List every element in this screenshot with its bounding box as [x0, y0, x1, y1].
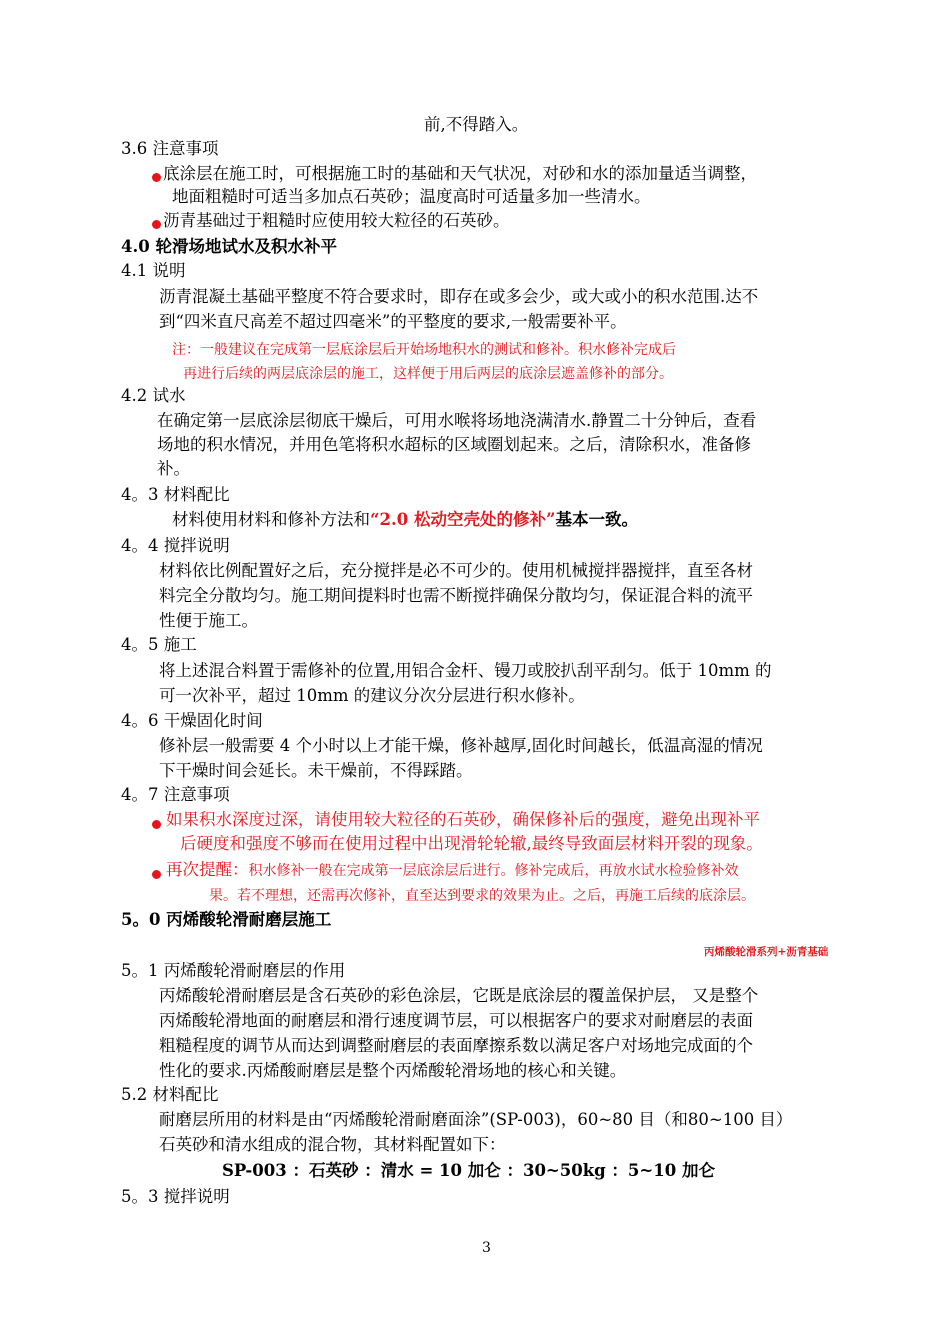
series-tag: 丙烯酸轮滑系列+沥青基础	[704, 946, 829, 958]
reminder-label: 再次提醒：	[166, 860, 249, 879]
paragraph-line	[172, 509, 638, 531]
bullet-icon	[152, 220, 161, 229]
paragraph-line: 到“四米直尺高差不超过四毫米”的平整度的要求,一般需要补平。	[159, 312, 627, 331]
note-line: 再进行后续的两层底涂层的施工，这样便于用后两层的底涂层遮盖修补的部分。	[183, 366, 673, 382]
section-5-2-heading: 5.2 材料配比	[121, 1085, 219, 1104]
paragraph-line: 耐磨层所用的材料是由“丙烯酸轮滑耐磨面涂”(SP-003)，60~80 目（和80~100 目）	[159, 1110, 793, 1129]
paragraph-line: 底涂层在施工时，可根据施工时的基础和天气状况，对砂和水的添加量适当调整，	[163, 164, 757, 183]
paragraph-line: 地面粗糙时可适当多加点石英砂；温度高时可适量多加一些清水。	[172, 187, 651, 206]
section-5-1-heading: 5。1 丙烯酸轮滑耐磨层的作用	[121, 961, 346, 980]
section-4-7-heading: 4。7 注意事项	[121, 785, 230, 804]
bullet-icon	[152, 870, 161, 879]
paragraph-line: 粗糙程度的调节从而达到调整耐磨层的表面摩擦系数以满足客户对场地完成面的个	[159, 1036, 753, 1055]
page-number: 3	[482, 1240, 491, 1256]
section-4-2-heading: 4.2 试水	[121, 386, 186, 405]
section-3-6-heading: 3.6 注意事项	[121, 139, 219, 158]
reminder-line: 果。若不理想，还需再次修补，直至达到要求的效果为止。之后，再施工后续的底涂层。	[209, 888, 755, 904]
section-4-6-heading: 4。6 干燥固化时间	[121, 711, 263, 730]
paragraph-line: 下干燥时间会延长。未干燥前，不得踩踏。	[159, 761, 473, 780]
paragraph-line: 补。	[157, 459, 190, 478]
paragraph-line: 丙烯酸轮滑耐磨层是含石英砂的彩色涂层，它既是底涂层的覆盖保护层， 又是整个	[159, 986, 759, 1005]
section-4-5-heading: 4。5 施工	[121, 635, 197, 654]
paragraph-line: 性便于施工。	[159, 611, 258, 630]
warning-line: 后硬度和强度不够而在使用过程中出现滑轮轮辙,最终导致面层材料开裂的现象。	[180, 834, 763, 853]
reminder-text: 积水修补一般在完成第一层底涂层后进行。修补完成后，再放水试水检验修补效	[248, 863, 739, 879]
paragraph-line: 沥青基础过于粗糙时应使用较大粒径的石英砂。	[163, 211, 510, 230]
note-line: 注：一般建议在完成第一层底涂层后开始场地积水的测试和修补。积水修补完成后	[172, 342, 676, 358]
paragraph-line: 在确定第一层底涂层彻底干燥后，可用水喉将场地浇满清水.静置二十分钟后，查看	[157, 411, 757, 430]
section-4-3-heading: 4。3 材料配比	[121, 485, 230, 504]
paragraph-line: 修补层一般需要 4 个小时以上才能干燥，修补越厚,固化时间越长，低温高湿的情况	[159, 736, 763, 755]
mix-formula: SP-003 ：石英砂 ：清水 = 10 加仑 ：30~50kg ：5~10 加仑	[222, 1161, 715, 1180]
text-segment: 材料使用材料和修补方法和	[172, 510, 370, 529]
section-4-1-heading: 4.1 说明	[121, 261, 186, 280]
bullet-icon	[152, 173, 161, 182]
warning-line: 如果积水深度过深，请使用较大粒径的石英砂，确保修补后的强度，避免出现补平	[166, 810, 760, 829]
text-segment: 基本一致。	[555, 510, 638, 529]
paragraph-line: 材料依比例配置好之后，充分搅拌是必不可少的。使用机械搅拌器搅拌，直至各材	[159, 561, 753, 580]
paragraph-line: 石英砂和清水组成的混合物，其材料配置如下：	[159, 1135, 506, 1154]
section-5-3-heading: 5。3 搅拌说明	[121, 1187, 230, 1206]
section-5-0-heading: 5。0 丙烯酸轮滑耐磨层施工	[121, 910, 332, 929]
paragraph-line: 场地的积水情况，并用色笔将积水超标的区域圈划起来。之后，清除积水，准备修	[157, 435, 751, 454]
reminder-line	[166, 859, 739, 882]
paragraph-line: 料完全分散均匀。施工期间提料时也需不断搅拌确保分散均匀，保证混合料的流平	[159, 586, 753, 605]
paragraph-line: 将上述混合料置于需修补的位置,用铝合金杆、镘刀或胶扒刮平刮匀。低于 10mm 的	[159, 661, 772, 680]
section-4-0-heading: 4.0 轮滑场地试水及积水补平	[121, 237, 337, 256]
continued-text: 前,不得踏入。	[424, 115, 529, 134]
reference-highlight: “2.0 松动空壳处的修补”	[370, 510, 556, 529]
paragraph-line: 性化的要求.丙烯酸耐磨层是整个丙烯酸轮滑场地的核心和关键。	[159, 1061, 627, 1080]
paragraph-line: 可一次补平，超过 10mm 的建议分次分层进行积水修补。	[159, 686, 585, 705]
paragraph-line: 沥青混凝土基础平整度不符合要求时，即存在或多会少，或大或小的积水范围.达不	[159, 287, 759, 306]
paragraph-line: 丙烯酸轮滑地面的耐磨层和滑行速度调节层，可以根据客户的要求对耐磨层的表面	[159, 1011, 753, 1030]
section-4-4-heading: 4。4 搅拌说明	[121, 536, 230, 555]
bullet-icon	[152, 820, 161, 829]
